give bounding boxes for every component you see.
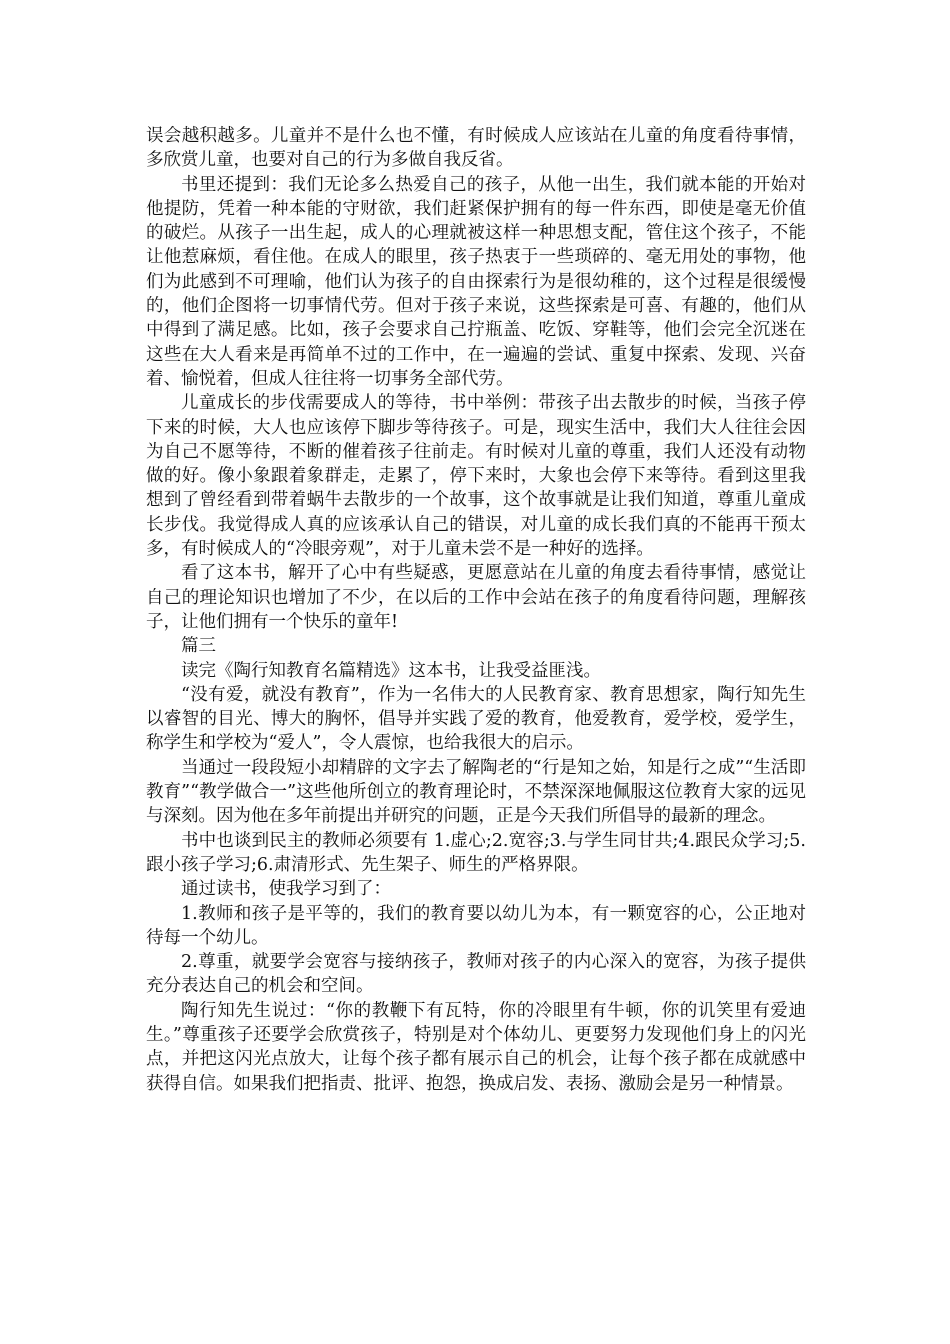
paragraph-2: 书里还提到：我们无论多么热爱自己的孩子，从他一出生，我们就本能的开始对他提防，凭着一种本能的守财欲，我们赶紧保护拥有的每一件东西，即使是毫无价值的破烂。从孩子一出生起，成人的心理就被这样一种思想支配，管住这个孩子，不能让他惹麻烦，看住他。在成人的眼里，孩子热衷于一些琐碎的、毫无用处的事物，他们为此感到不可理喻，他们认为孩子的自由探索行为是很幼稚的，这个过程是很缓慢的，他们企图将一切事情代劳。但对于孩子来说，这些探索是可喜、有趣的，他们从中得到了满足感。比如，孩子会要求自己拧瓶盖、吃饭、穿鞋等，他们会完全沉迷在这些在大人看来是再简单不过的工作中，在一遍遍的尝试、重复中探索、发现、兴奋着、愉悦着，但成人往往将一切事务全部代劳。: [146, 174, 806, 389]
paragraph-7: “没有爱，就没有教育”，作为一名伟大的人民教育家、教育思想家，陶行知先生以睿智的目光、博大的胸怀，倡导并实践了爱的教育，他爱教育，爱学校，爱学生，称学生和学校为“爱人”，令人震惊，也给我很大的启示。: [146, 684, 806, 754]
paragraph-3: 儿童成长的步伐需要成人的等待，书中举例：带孩子出去散步的时候，当孩子停下来的时候，大人也应该停下脚步等待孩子。可是，现实生活中，我们大人往往会因为自己不愿等待，不断的催着孩子往前走。有时候对儿童的尊重，我们人还没有动物做的好。像小象跟着象群走，走累了，停下来时，大象也会停下来等待。看到这里我想到了曾经看到带着蜗牛去散步的一个故事，这个故事就是让我们知道，尊重儿童成长步伐。我觉得成人真的应该承认自己的错误，对儿童的成长我们真的不能再干预太多，有时候成人的“冷眼旁观”，对于儿童未尝不是一种好的选择。: [146, 393, 806, 560]
paragraph-1: 误会越积越多。儿童并不是什么也不懂，有时候成人应该站在儿童的角度看待事情，多欣赏儿童，也要对自己的行为多做自我反省。: [146, 126, 806, 171]
document-body: [146, 124, 806, 1096]
paragraph-9: 书中也谈到民主的教师必须要有 1.虚心;2.宽容;3.与学生同甘共;4.跟民众学习;5.跟小孩子学习;6.肃清形式、先生架子、师生的严格界限。: [146, 830, 806, 875]
paragraph-8: 当通过一段段短小却精辟的文字去了解陶老的“行是知之始，知是行之成”“生活即教育”“教学做合一”这些他所创立的教育理论时，不禁深深地佩服这位教育大家的远见与深刻。因为他在多年前提出并研究的问题，正是今天我们所倡导的最新的理念。: [146, 757, 806, 827]
paragraph-13: 陶行知先生说过：“你的教鞭下有瓦特，你的冷眼里有牛顿，你的讥笑里有爱迪生。”尊重孩子还要学会欣赏孩子，特别是对个体幼儿、更要努力发现他们身上的闪光点，并把这闪光点放大，让每个孩子都有展示自己的机会，让每个孩子都在成就感中获得自信。如果我们把指责、批评、抱怨，换成启发、表扬、激励会是另一种情景。: [146, 1000, 806, 1094]
paragraph-12: 2.尊重，就要学会宽容与接纳孩子，教师对孩子的内心深入的宽容，为孩子提供充分表达自己的机会和空间。: [146, 952, 806, 997]
paragraph-6: 读完《陶行知教育名篇精选》这本书，让我受益匪浅。: [181, 660, 601, 681]
paragraph-11: 1.教师和孩子是平等的，我们的教育要以幼儿为本，有一颗宽容的心，公正地对待每一个幼儿。: [146, 903, 806, 948]
paragraph-4: 看了这本书，解开了心中有些疑惑，更愿意站在儿童的角度去看待事情，感觉让自己的理论知识也增加了不少，在以后的工作中会站在孩子的角度看待问题，理解孩子，让他们拥有一个快乐的童年!: [146, 563, 806, 632]
section-heading: 篇三: [181, 636, 216, 657]
paragraph-10: 通过读书，使我学习到了：: [181, 879, 391, 900]
